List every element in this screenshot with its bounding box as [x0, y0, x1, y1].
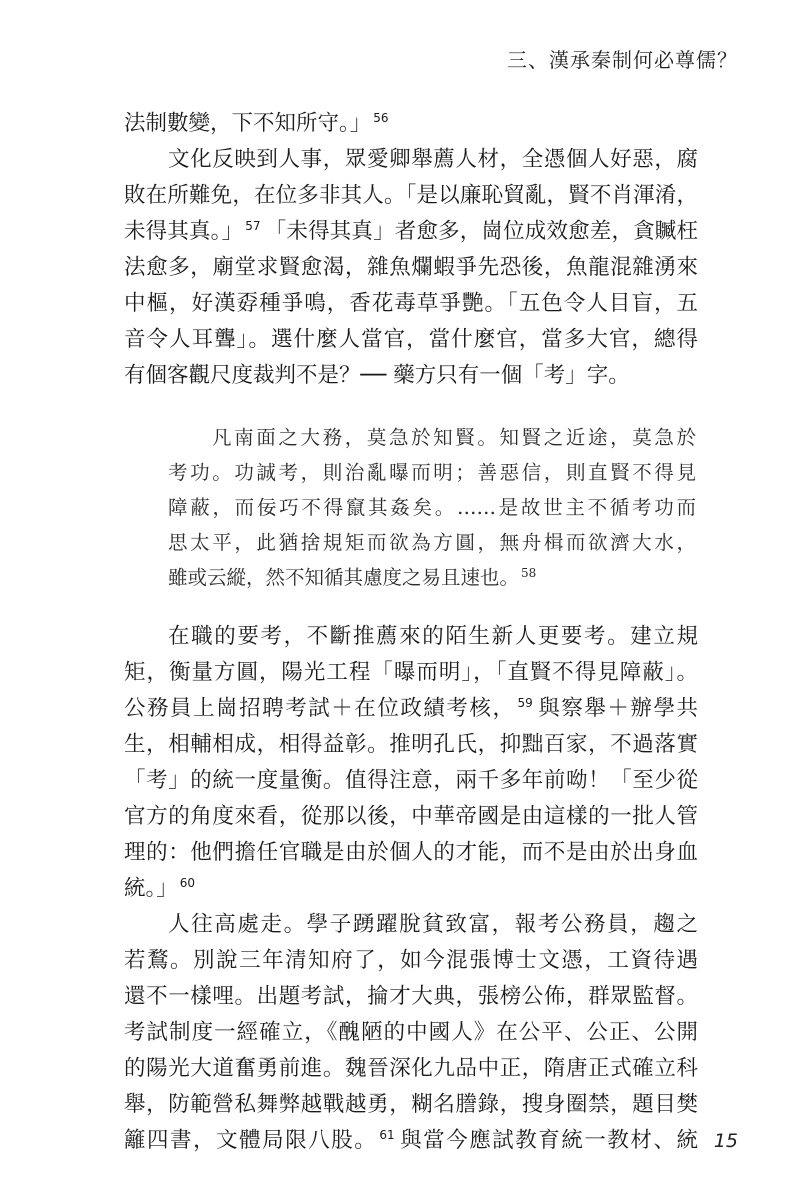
- paragraph: [124, 619, 698, 907]
- block-quote: [124, 420, 698, 595]
- text-line: 在職的要考，不斷推薦來的陌生新人更要考。建立規: [168, 624, 698, 649]
- text-line: 的陽光大道奮勇前進。魏晉深化九品中正，隋唐正式確立科: [124, 1056, 698, 1081]
- paragraph: [124, 106, 698, 142]
- text-line: 生，相輔相成，相得益彰。推明孔氏，抑黜百家，不過落實: [124, 732, 698, 757]
- text-line: 法制數變，下不知所守。」 $^{56}$: [124, 110, 389, 136]
- page-body: [124, 106, 698, 1159]
- footnote-ref[interactable]: 58: [521, 565, 537, 580]
- text-line: 統。」 $^{60}$: [124, 875, 196, 901]
- text-line: 籬四書，文體局限八股。 $^{61}$ 與當今應試教育統一教材、統: [124, 1127, 698, 1153]
- text-line: 理的：他們擔任官職是由於個人的才能，而不是由於出身血: [124, 840, 698, 865]
- text-line: 還不一樣哩。出題考試，掄才大典，張榜公佈，群眾監督。: [124, 984, 698, 1009]
- text-line: 敗在所難免，在位多非其人。「是以廉恥貿亂，賢不肖渾淆，: [124, 183, 698, 208]
- footnote-ref[interactable]: 60: [179, 875, 196, 890]
- footnote-ref[interactable]: 59: [517, 695, 533, 710]
- text-line: 若鶩。別說三年清知府了，如今混張博士文憑，工資待遇: [124, 948, 698, 973]
- text-line: 有個客觀尺度裁判不是？── 藥方只有一個「考」字。: [124, 363, 630, 388]
- paragraph: [124, 907, 698, 1159]
- quote-line: 思太平，此猶捨規矩而欲為方圓，無舟楫而欲濟大水，: [168, 531, 696, 554]
- running-head: 三、漢承秦制何必尊儒？: [507, 48, 738, 72]
- quote-line: 凡南面之大務，莫急於知賢。知賢之近途，莫急於: [212, 426, 696, 449]
- text-line: 音令人耳聾」。選什麼人當官，當什麼官，當多大官，總得: [124, 327, 698, 352]
- quote-line: 考功。功誠考，則治亂曝而明；善惡信，則直賢不得見: [168, 461, 696, 484]
- text-line: 舉，防範營私舞弊越戰越勇，糊名謄錄，搜身圈禁，題目樊: [124, 1092, 698, 1117]
- text-line: 未得其真。」 $^{57}$ 「未得其真」者愈多，崗位成效愈差，貪贓枉: [124, 218, 698, 244]
- quote-line: 雖或云縱，然不知循其慮度之易且速也。 $^{58}$: [168, 565, 537, 589]
- text-line: 考試制度一經確立，《醜陋的中國人》在公平、公正、公開: [124, 1020, 698, 1045]
- text-line: 人往高處走。學子踴躍脫貧致富，報考公務員，趨之: [168, 912, 698, 937]
- footnote-ref[interactable]: 57: [245, 218, 261, 233]
- text-line: 公務員上崗招聘考試＋在位政績考核， $^{59}$ 與察舉＋辦學共: [124, 695, 698, 721]
- paragraph: [124, 142, 698, 394]
- spacer: [124, 595, 698, 619]
- text-line: 矩，衡量方圓，陽光工程「曝而明」，「直賢不得見障蔽」。: [124, 660, 698, 685]
- text-line: 「考」的統一度量衡。值得注意，兩千多年前呦！「至少從: [124, 768, 698, 793]
- text-line: 官方的角度來看，從那以後，中華帝國是由這樣的一批人管: [124, 804, 698, 829]
- quote-line: 障蔽，而佞巧不得竄其姦矣。……是故世主不循考功而: [168, 496, 696, 519]
- page-number: 15: [713, 1130, 738, 1152]
- spacer: [124, 394, 698, 420]
- footnote-ref[interactable]: 56: [373, 110, 389, 125]
- text-line: 文化反映到人事，眾愛卿舉薦人材，全憑個人好惡，腐: [168, 147, 698, 172]
- text-line: 法愈多，廟堂求賢愈渴，雜魚爛蝦爭先恐後，魚龍混雜湧來: [124, 255, 698, 280]
- text-line: 中樞，好漢孬種爭鳴，香花毒草爭艷。「五色令人目盲，五: [124, 291, 698, 316]
- footnote-ref[interactable]: 61: [379, 1127, 395, 1142]
